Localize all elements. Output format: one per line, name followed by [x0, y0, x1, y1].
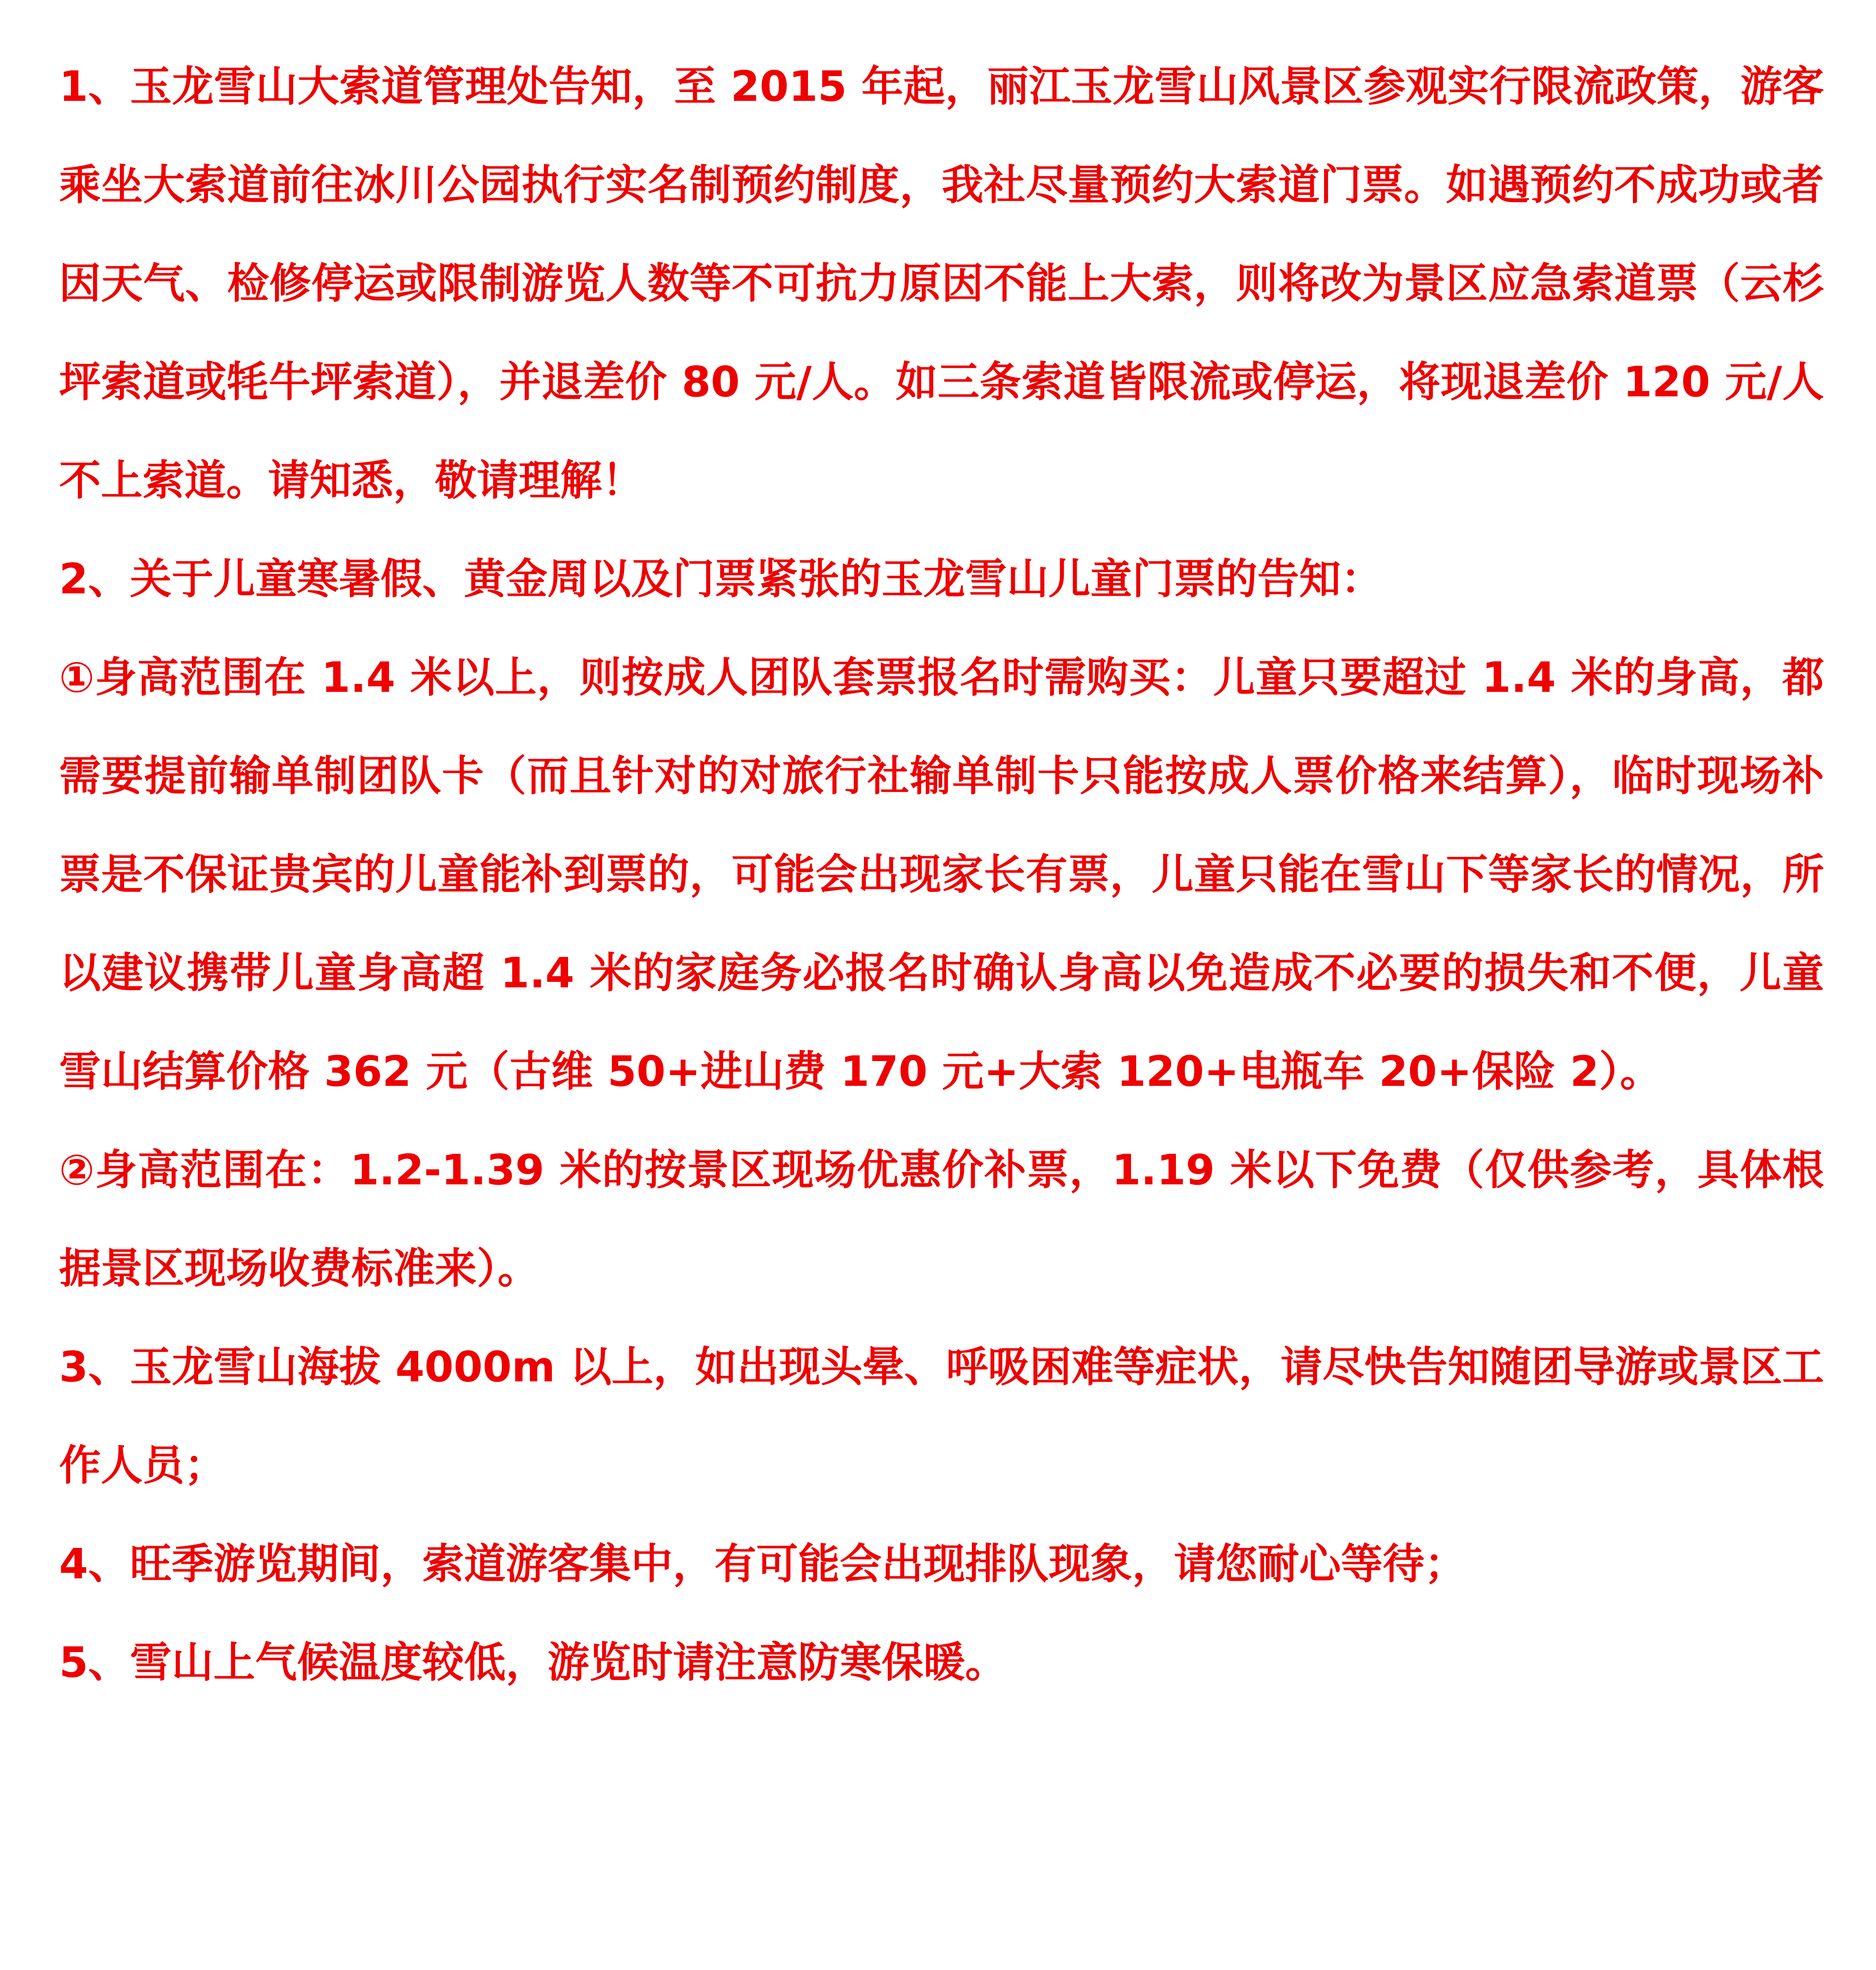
notice-1-paragraph: 1、玉龙雪山大索道管理处告知，至 2015 年起，丽江玉龙雪山风景区参观实行限流政策，游客乘坐大索道前往冰川公园执行实名制预约制度，我社尽量预约大索道门票。如遇预约不成功或者因天气、检修停运或限制游览人数等不可抗力原因不能上大索，则将改为景区应急索道票（云杉坪索道或牦牛坪索道），并退差价 80 元/人。如三条索道皆限流或停运，将现退差价 120 元/人不上索道。请知悉，敬请理解！ [59, 62, 1824, 505]
notice-4-paragraph: 4、旺季游览期间，索道游客集中，有可能会出现排队现象，请您耐心等待； [59, 1540, 1466, 1588]
notice-2-paragraph: 2、关于儿童寒暑假、黄金周以及门票紧张的玉龙雪山儿童门票的告知： [59, 555, 1383, 603]
notice-section [59, 37, 1824, 1712]
notice-3-paragraph: 3、玉龙雪山海拔 4000m 以上，如出现头晕、呼吸困难等症状，请尽快告知随团导游或景区工作人员； [59, 1343, 1824, 1490]
notice-5-paragraph: 5、雪山上气候温度较低，游览时请注意防寒保暖。 [59, 1638, 1007, 1687]
notice-2-item-2-paragraph: ②身高范围在：1.2-1.39 米的按景区现场优惠价补票，1.19 米以下免费（仅供参考，具体根据景区现场收费标准来）。 [59, 1146, 1824, 1293]
notice-2-item-1-paragraph: ①身高范围在 1.4 米以上，则按成人团队套票报名时需购买：儿童只要超过 1.4 米的身高，都需要提前输单制团队卡（而且针对的对旅行社输单制卡只能按成人票价格来结算），临时现场补票是不保证贵宾的儿童能补到票的，可能会出现家长有票，儿童只能在雪山下等家长的情况，所以建议携带儿童身高超 1.4 米的家庭务必报名时确认身高以免造成不必要的损失和不便，儿童雪山结算价格 362 元（古维 50+进山费 170 元+大索 120+电瓶车 20+保险 2）。 [59, 653, 1824, 1096]
